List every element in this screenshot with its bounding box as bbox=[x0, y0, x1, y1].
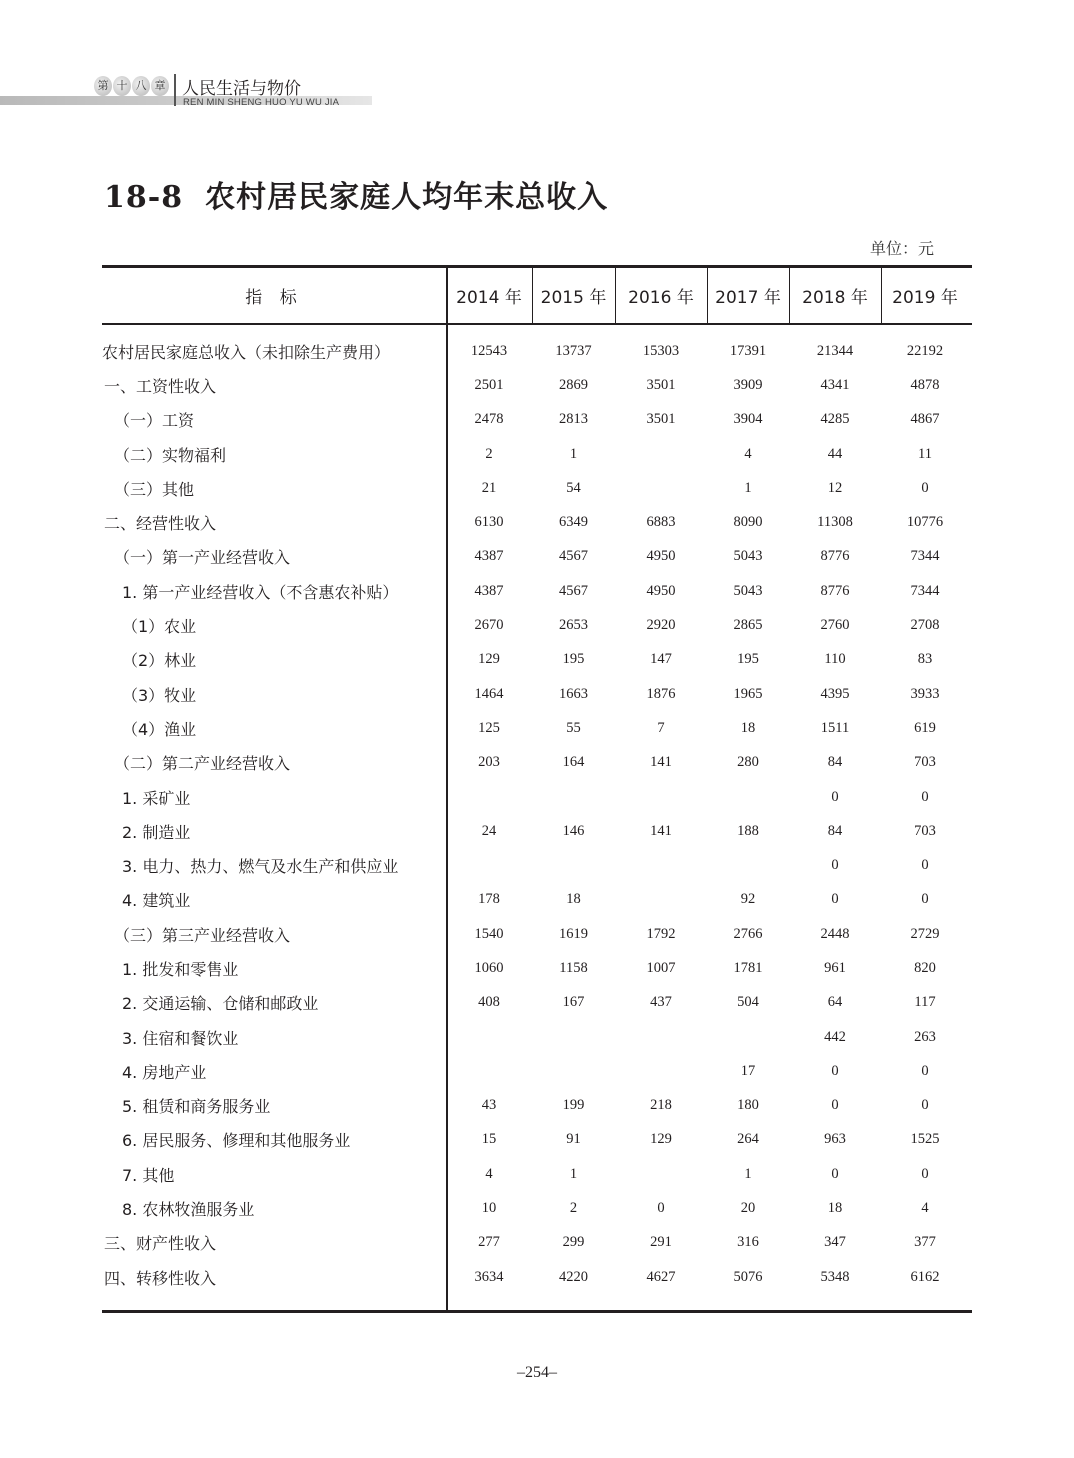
table-cell: 141 bbox=[650, 822, 672, 839]
table-row bbox=[102, 1123, 972, 1157]
row-label: （二）实物福利 bbox=[114, 445, 227, 465]
table-cell: 1060 bbox=[474, 959, 504, 976]
table-cell: 408 bbox=[478, 994, 500, 1011]
page-number: –254– bbox=[517, 1364, 557, 1381]
table-cell: 2708 bbox=[910, 617, 940, 634]
table-cell: 83 bbox=[917, 651, 933, 668]
table-row bbox=[102, 643, 972, 677]
table-cell: 2766 bbox=[733, 925, 763, 942]
row-label: （三）其他 bbox=[114, 479, 195, 499]
table-cell: 21344 bbox=[816, 342, 854, 359]
table-cell: 2 bbox=[569, 1200, 578, 1217]
table-row bbox=[102, 437, 972, 471]
table-cell: 11308 bbox=[817, 514, 853, 531]
table-cell: 92 bbox=[740, 891, 756, 908]
table-cell: 1663 bbox=[559, 685, 588, 702]
table-cell: 703 bbox=[914, 754, 936, 771]
table-cell: 8776 bbox=[820, 582, 850, 599]
table-cell: 6349 bbox=[559, 514, 588, 531]
data-table bbox=[102, 265, 972, 1313]
table-cell: 164 bbox=[562, 754, 585, 771]
table-cell: 1 bbox=[569, 1165, 578, 1182]
table-cell: 504 bbox=[737, 994, 759, 1011]
table-cell: 7 bbox=[657, 719, 665, 736]
table-cell: 6883 bbox=[646, 514, 676, 531]
table-cell: 18 bbox=[740, 719, 756, 736]
row-label: 农村居民家庭总收入（未扣除生产费用） bbox=[102, 342, 391, 362]
table-row bbox=[102, 574, 972, 608]
row-label: 一、工资性收入 bbox=[104, 376, 217, 396]
chapter-char: 章 bbox=[151, 76, 169, 96]
table-cell: 4395 bbox=[820, 685, 850, 702]
row-label: 2. 交通运输、仓储和邮政业 bbox=[122, 994, 319, 1014]
table-cell: 7344 bbox=[910, 548, 940, 565]
table-cell: 1 bbox=[744, 1165, 752, 1182]
table-cell: 0 bbox=[831, 1165, 839, 1182]
table-row bbox=[102, 1020, 972, 1054]
table-cell: 84 bbox=[827, 754, 843, 771]
chapter-char: 十 bbox=[113, 76, 131, 96]
table-cell: 199 bbox=[562, 1097, 585, 1114]
table-cell: 195 bbox=[737, 651, 759, 668]
table-cell: 5043 bbox=[733, 548, 763, 565]
header-year: 2017 年 bbox=[715, 288, 781, 308]
table-cell: 43 bbox=[481, 1097, 497, 1114]
table-cell: 4878 bbox=[910, 376, 940, 393]
table-cell: 1876 bbox=[646, 685, 676, 702]
table-cell: 141 bbox=[650, 754, 672, 771]
table-cell: 2729 bbox=[910, 925, 940, 942]
table-cell: 820 bbox=[914, 959, 936, 976]
table-row bbox=[102, 951, 972, 985]
table-cell: 12 bbox=[827, 479, 843, 496]
chapter-char: 八 bbox=[132, 76, 150, 96]
table-cell: 299 bbox=[562, 1234, 585, 1251]
table-cell: 0 bbox=[921, 788, 929, 805]
table-header-rule bbox=[102, 323, 972, 325]
table-cell: 2 bbox=[485, 445, 493, 462]
table-row bbox=[102, 1260, 972, 1294]
table-cell: 1540 bbox=[474, 925, 504, 942]
table-header-row bbox=[102, 268, 972, 323]
table-cell: 146 bbox=[562, 822, 585, 839]
row-label: 5. 租赁和商务服务业 bbox=[122, 1097, 271, 1117]
table-cell: 54 bbox=[566, 479, 581, 496]
table-cell: 0 bbox=[657, 1200, 665, 1217]
table-cell: 263 bbox=[914, 1028, 936, 1045]
chapter-char: 第 bbox=[94, 76, 112, 96]
table-row bbox=[102, 848, 972, 882]
table-cell: 4627 bbox=[646, 1268, 676, 1285]
table-cell: 4387 bbox=[474, 548, 504, 565]
row-label: （一）工资 bbox=[114, 411, 195, 431]
table-cell: 147 bbox=[650, 651, 672, 668]
table-row bbox=[102, 814, 972, 848]
table-title: 农村居民家庭人均年末总收入 bbox=[205, 180, 609, 215]
table-row bbox=[102, 780, 972, 814]
table-cell: 4867 bbox=[910, 411, 940, 428]
table-cell: 55 bbox=[566, 719, 581, 736]
table-row bbox=[102, 711, 972, 745]
table-cell: 17 bbox=[740, 1062, 756, 1079]
table-cell: 3634 bbox=[474, 1268, 504, 1285]
table-row bbox=[102, 883, 972, 917]
table-cell: 0 bbox=[831, 857, 839, 874]
row-label: （一）第一产业经营收入 bbox=[114, 548, 291, 568]
table-cell: 20 bbox=[740, 1200, 756, 1217]
table-cell: 0 bbox=[921, 1165, 929, 1182]
table-cell: 2760 bbox=[820, 617, 850, 634]
table-cell: 4387 bbox=[474, 582, 504, 599]
table-cell: 1619 bbox=[559, 925, 588, 942]
table-cell: 264 bbox=[737, 1131, 759, 1148]
table-cell: 117 bbox=[914, 994, 936, 1011]
table-cell: 1464 bbox=[474, 685, 504, 702]
table-cell: 437 bbox=[650, 994, 672, 1011]
page-title bbox=[104, 172, 608, 216]
table-cell: 277 bbox=[478, 1234, 500, 1251]
table-cell: 961 bbox=[824, 959, 846, 976]
row-label: 4. 建筑业 bbox=[122, 891, 191, 911]
row-label: 3. 电力、热力、燃气及水生产和供应业 bbox=[122, 857, 399, 877]
unit-label: 单位：元 bbox=[870, 239, 935, 258]
table-cell: 3909 bbox=[733, 376, 763, 393]
table-cell: 0 bbox=[831, 891, 839, 908]
table-row bbox=[102, 368, 972, 402]
table-cell: 5076 bbox=[733, 1268, 763, 1285]
table-cell: 1525 bbox=[910, 1131, 940, 1148]
row-label: （2）林业 bbox=[122, 651, 197, 671]
table-row bbox=[102, 1054, 972, 1088]
table-cell: 15 bbox=[481, 1131, 497, 1148]
table-cell: 2869 bbox=[559, 376, 588, 393]
table-cell: 442 bbox=[824, 1028, 846, 1045]
table-cell: 10776 bbox=[906, 514, 944, 531]
row-label: 四、转移性收入 bbox=[104, 1268, 217, 1288]
table-cell: 91 bbox=[566, 1131, 581, 1148]
table-cell: 15303 bbox=[642, 342, 680, 359]
table-cell: 8776 bbox=[820, 548, 850, 565]
table-cell: 4285 bbox=[820, 411, 850, 428]
table-cell: 8090 bbox=[733, 514, 763, 531]
chapter-badge bbox=[94, 76, 170, 98]
table-row bbox=[102, 608, 972, 642]
table-cell: 203 bbox=[478, 754, 500, 771]
row-label: 1. 第一产业经营收入（不含惠农补贴） bbox=[122, 582, 399, 602]
table-cell: 178 bbox=[478, 891, 500, 908]
table-row bbox=[102, 677, 972, 711]
table-cell: 7344 bbox=[910, 582, 940, 599]
table-cell: 22192 bbox=[906, 342, 944, 359]
table-cell: 2478 bbox=[474, 411, 504, 428]
table-cell: 1007 bbox=[646, 959, 676, 976]
table-cell: 0 bbox=[921, 1097, 929, 1114]
table-row bbox=[102, 917, 972, 951]
table-cell: 4567 bbox=[559, 582, 588, 599]
table-row bbox=[102, 334, 972, 368]
table-cell: 963 bbox=[824, 1131, 846, 1148]
table-cell: 2448 bbox=[820, 925, 850, 942]
row-label: 6. 居民服务、修理和其他服务业 bbox=[122, 1131, 351, 1151]
table-cell: 1 bbox=[744, 479, 752, 496]
table-row bbox=[102, 1226, 972, 1260]
table-cell: 4 bbox=[744, 445, 752, 462]
chapter-pinyin: REN MIN SHENG HUO YU WU JIA bbox=[183, 97, 340, 108]
row-label: （4）渔业 bbox=[122, 719, 197, 739]
table-cell: 1158 bbox=[559, 959, 588, 976]
table-cell: 129 bbox=[650, 1131, 672, 1148]
row-label: （3）牧业 bbox=[122, 685, 197, 705]
table-cell: 0 bbox=[831, 1097, 839, 1114]
table-cell: 2813 bbox=[559, 411, 588, 428]
table-cell: 2653 bbox=[559, 617, 588, 634]
row-label: （二）第二产业经营收入 bbox=[114, 754, 291, 774]
table-cell: 1 bbox=[569, 445, 578, 462]
row-label: 4. 房地产业 bbox=[122, 1062, 207, 1082]
table-cell: 0 bbox=[921, 857, 929, 874]
row-label: 8. 农林牧渔服务业 bbox=[122, 1200, 255, 1220]
table-cell: 703 bbox=[914, 822, 936, 839]
table-cell: 347 bbox=[824, 1234, 846, 1251]
row-label: （1）农业 bbox=[122, 617, 197, 637]
table-row bbox=[102, 540, 972, 574]
header-year: 2014 年 bbox=[456, 288, 522, 308]
table-cell: 2920 bbox=[646, 617, 676, 634]
table-cell: 195 bbox=[562, 651, 585, 668]
table-cell: 64 bbox=[827, 994, 843, 1011]
table-cell: 2501 bbox=[474, 376, 504, 393]
table-cell: 0 bbox=[921, 479, 929, 496]
table-cell: 3501 bbox=[646, 411, 676, 428]
table-cell: 125 bbox=[478, 719, 500, 736]
table-cell: 316 bbox=[737, 1234, 759, 1251]
header-year: 2015 年 bbox=[540, 288, 607, 308]
table-cell: 4950 bbox=[646, 582, 676, 599]
header-indicator: 指 标 bbox=[245, 288, 303, 308]
table-row bbox=[102, 403, 972, 437]
table-cell: 18 bbox=[827, 1200, 843, 1217]
row-label: 3. 住宿和餐饮业 bbox=[122, 1028, 239, 1048]
table-cell: 619 bbox=[914, 719, 936, 736]
header-year: 2018 年 bbox=[802, 288, 868, 308]
table-cell: 5043 bbox=[733, 582, 763, 599]
table-cell: 1511 bbox=[820, 719, 850, 736]
table-cell: 4950 bbox=[646, 548, 676, 565]
row-label: 2. 制造业 bbox=[122, 822, 191, 842]
table-cell: 4 bbox=[485, 1165, 493, 1182]
table-row bbox=[102, 505, 972, 539]
table-cell: 1792 bbox=[646, 925, 676, 942]
table-cell: 218 bbox=[650, 1097, 672, 1114]
table-row bbox=[102, 746, 972, 780]
table-bottom-rule bbox=[102, 1310, 972, 1313]
table-row bbox=[102, 471, 972, 505]
table-cell: 84 bbox=[827, 822, 843, 839]
table-cell: 10 bbox=[481, 1200, 497, 1217]
table-cell: 129 bbox=[478, 651, 500, 668]
table-cell: 0 bbox=[831, 1062, 839, 1079]
table-cell: 11 bbox=[918, 445, 932, 462]
row-label: 1. 批发和零售业 bbox=[122, 959, 239, 979]
table-cell: 280 bbox=[737, 754, 759, 771]
table-cell: 5348 bbox=[820, 1268, 850, 1285]
table-number: 18-8 bbox=[104, 180, 184, 215]
table-cell: 110 bbox=[824, 651, 846, 668]
table-row bbox=[102, 1191, 972, 1225]
row-label: 三、财产性收入 bbox=[104, 1234, 217, 1254]
chapter-title: 人民生活与物价 bbox=[182, 79, 301, 99]
table-cell: 24 bbox=[481, 822, 497, 839]
row-label: （三）第三产业经营收入 bbox=[114, 925, 291, 945]
row-label: 二、经营性收入 bbox=[104, 514, 217, 534]
table-cell: 4220 bbox=[559, 1268, 588, 1285]
table-cell: 0 bbox=[921, 1062, 929, 1079]
table-cell: 4 bbox=[921, 1200, 929, 1217]
table-cell: 6130 bbox=[474, 514, 504, 531]
table-cell: 0 bbox=[831, 788, 839, 805]
table-cell: 18 bbox=[566, 891, 581, 908]
table-body bbox=[102, 334, 972, 1294]
table-cell: 21 bbox=[481, 479, 497, 496]
table-cell: 2670 bbox=[474, 617, 504, 634]
table-cell: 167 bbox=[562, 994, 585, 1011]
row-label: 7. 其他 bbox=[122, 1165, 175, 1185]
table-cell: 44 bbox=[827, 445, 843, 462]
header-year: 2016 年 bbox=[628, 288, 694, 308]
table-row bbox=[102, 1089, 972, 1123]
table-cell: 377 bbox=[914, 1234, 936, 1251]
table-cell: 6162 bbox=[910, 1268, 940, 1285]
table-row bbox=[102, 986, 972, 1020]
table-cell: 3501 bbox=[646, 376, 676, 393]
table-cell: 12543 bbox=[470, 342, 508, 359]
table-cell: 1965 bbox=[733, 685, 763, 702]
table-cell: 2865 bbox=[733, 617, 763, 634]
header-separator bbox=[174, 74, 176, 106]
table-cell: 13737 bbox=[555, 342, 592, 359]
table-cell: 4341 bbox=[820, 376, 850, 393]
table-cell: 0 bbox=[921, 891, 929, 908]
table-cell: 3904 bbox=[733, 411, 763, 428]
table-cell: 4567 bbox=[559, 548, 588, 565]
table-cell: 3933 bbox=[910, 685, 940, 702]
table-cell: 1781 bbox=[733, 959, 763, 976]
table-row bbox=[102, 1157, 972, 1191]
table-cell: 188 bbox=[737, 822, 759, 839]
table-cell: 180 bbox=[737, 1097, 759, 1114]
row-label: 1. 采矿业 bbox=[122, 788, 191, 808]
table-cell: 291 bbox=[650, 1234, 672, 1251]
header-year: 2019 年 bbox=[892, 288, 958, 308]
table-cell: 17391 bbox=[729, 342, 767, 359]
